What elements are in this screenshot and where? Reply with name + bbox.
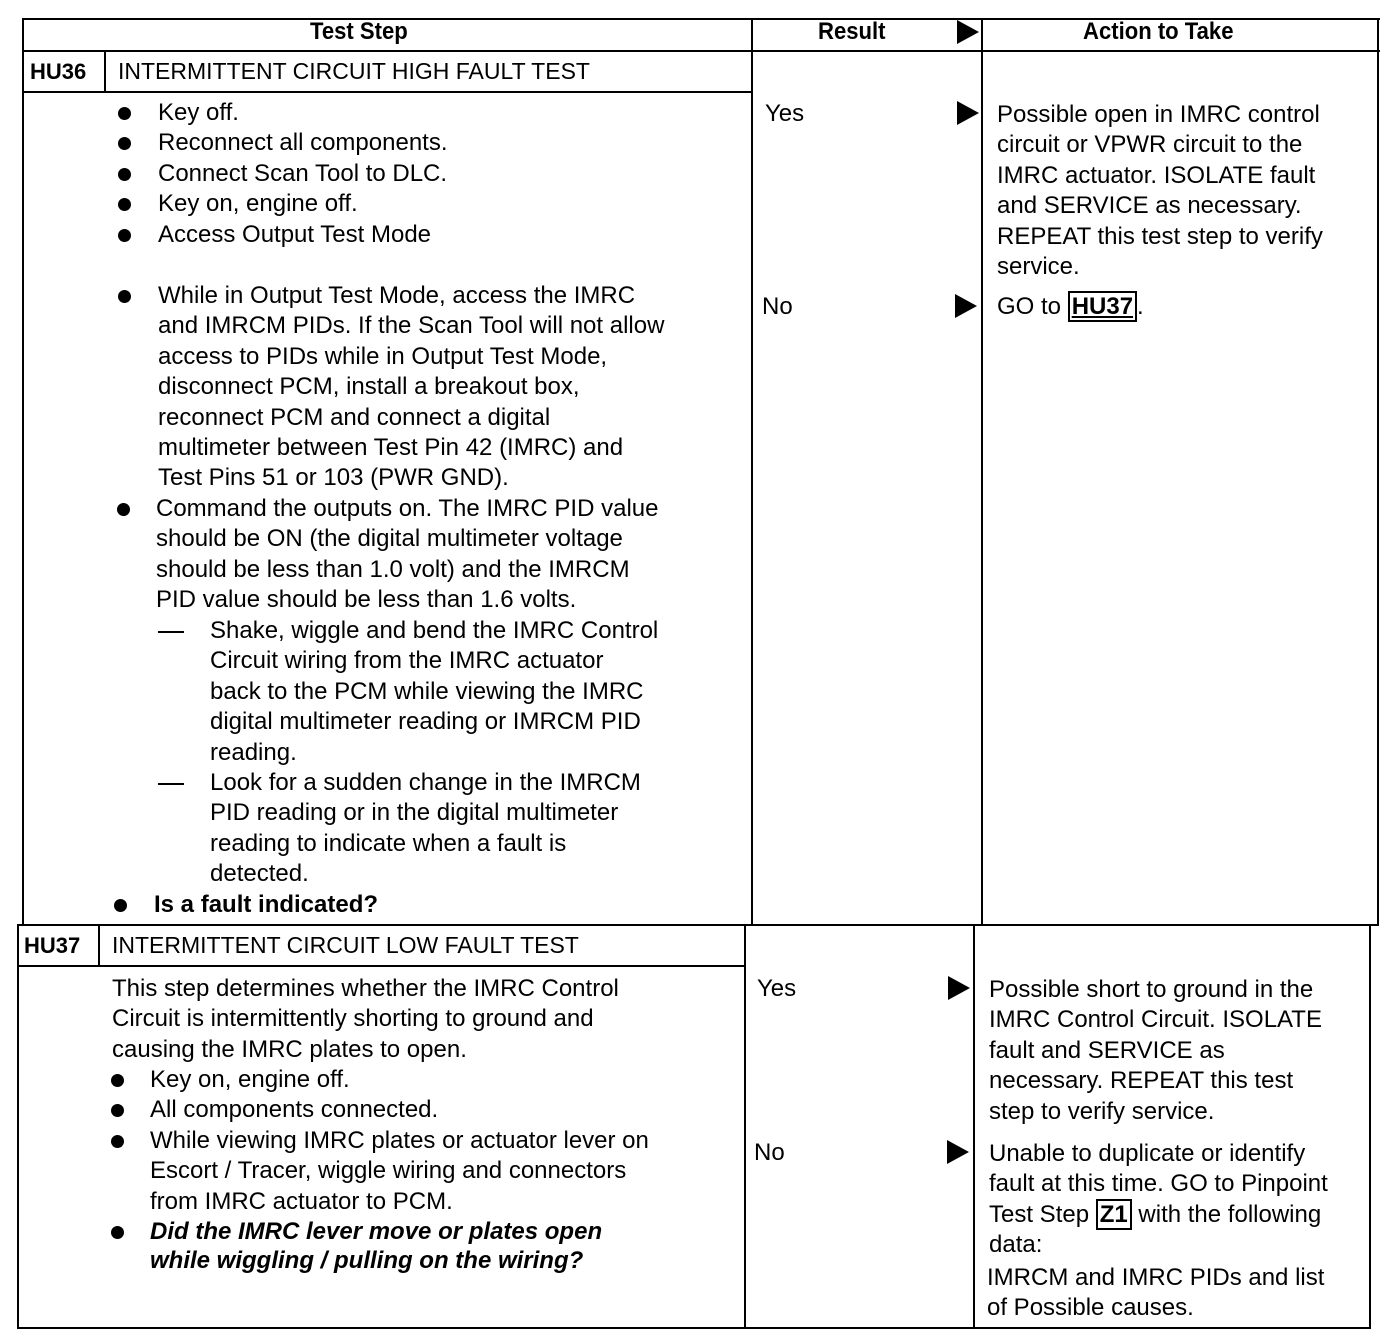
action-no-data: IMRCM and IMRC PIDs and list of Possible causes. (987, 1264, 1325, 1322)
hu37-left-border (17, 924, 19, 1328)
bullet-icon (118, 229, 131, 242)
dash-icon (158, 783, 184, 785)
bullet-icon (118, 168, 131, 181)
dash-icon (158, 631, 184, 633)
step-id: HU37 (24, 933, 81, 958)
bullet-icon (111, 1104, 124, 1117)
action-text: . (1137, 293, 1144, 320)
result-no: No (754, 1139, 785, 1166)
list-item: Connect Scan Tool to DLC. (158, 160, 448, 187)
section-divider (17, 924, 1377, 926)
table-right-border (1377, 18, 1379, 926)
action-text: GO to (997, 293, 1068, 320)
sub-list-item: Shake, wiggle and bend the IMRC Control Circuit wiring from the IMRC actuator back to the PCM while viewing the IMRC digital multimeter reading or IMRCM PID reading. (210, 617, 659, 766)
list-item: Key on, engine off. (158, 190, 358, 217)
header-bottom-border (22, 50, 1380, 52)
col-divider-result (751, 18, 753, 926)
bullet-icon (111, 1135, 124, 1148)
step-title: INTERMITTENT CIRCUIT LOW FAULT TEST (112, 932, 579, 958)
bullet-icon (114, 899, 127, 912)
hu36-id-divider (104, 50, 106, 92)
step-id: HU36 (30, 59, 87, 84)
col-divider-action (981, 18, 983, 926)
list-item: Access Output Test Mode (158, 221, 432, 248)
hu37-col-action (973, 924, 975, 1328)
action-text: Unable to duplicate or identify fault at this time. GO to Pinpoint Test Step (989, 1140, 1328, 1228)
arrow-icon (955, 294, 977, 318)
list-item: Key off. (158, 99, 239, 126)
step-link-z1[interactable]: Z1 (1096, 1199, 1132, 1230)
bullet-icon (111, 1074, 124, 1087)
result-yes: Yes (765, 100, 805, 127)
step-question: Is a fault indicated? (154, 891, 379, 918)
list-item: Command the outputs on. The IMRC PID value should be ON (the digital multimeter voltage should be less than 1.0 volt) and the IMRCM PID value should be less than 1.6 volts. (156, 495, 659, 614)
header-result: Result (818, 18, 886, 45)
bullet-icon (118, 290, 131, 303)
list-item: While in Output Test Mode, access the IMRC and IMRCM PIDs. If the Scan Tool will not allow access to PIDs while in Output Test Mode, disconnect PCM, install a breakout box, reconnect PCM and connect a digital multimeter between Test Pin 42 (IMRC) and Test Pins 51 or 103 (PWR GND). (158, 282, 665, 492)
result-yes: Yes (757, 975, 797, 1002)
arrow-icon (947, 1140, 969, 1164)
step-link-hu37[interactable]: HU37 (1068, 291, 1137, 322)
step-title: INTERMITTENT CIRCUIT HIGH FAULT TEST (118, 58, 590, 84)
hu37-right-border (1369, 924, 1371, 1328)
bullet-icon (118, 198, 131, 211)
table-bottom-border (17, 1327, 1371, 1329)
header-arrow-icon (957, 20, 979, 44)
step-question: Did the IMRC lever move or plates open while wiggling / pulling on the wiring? (150, 1218, 603, 1274)
list-item: Key on, engine off. (150, 1066, 350, 1093)
list-item: All components connected. (150, 1096, 439, 1123)
action-text: with the following data: (989, 1200, 1322, 1259)
hu37-id-divider (98, 924, 100, 966)
bullet-icon (118, 137, 131, 150)
bullet-icon (117, 503, 130, 516)
arrow-icon (957, 101, 979, 125)
list-item: While viewing IMRC plates or actuator lever on Escort / Tracer, wiggle wiring and connectors from IMRC actuator to PCM. (150, 1127, 649, 1215)
step-intro: This step determines whether the IMRC Control Circuit is intermittently shorting to ground and causing the IMRC plates to open. (112, 975, 619, 1063)
header-action: Action to Take (1083, 18, 1234, 45)
hu36-title-bottom (22, 91, 752, 93)
action-no (989, 1139, 1328, 1261)
sub-list-item: Look for a sudden change in the IMRCM PID reading or in the digital multimeter reading to indicate when a fault is detected. (210, 769, 641, 888)
arrow-icon (948, 976, 970, 1000)
list-item: Reconnect all components. (158, 129, 448, 156)
bullet-icon (118, 107, 131, 120)
action-yes: Possible short to ground in the IMRC Control Circuit. ISOLATE fault and SERVICE as necessary. REPEAT this test step to verify service. (989, 976, 1322, 1125)
hu37-col-result (744, 924, 746, 1328)
action-yes: Possible open in IMRC control circuit or VPWR circuit to the IMRC actuator. ISOLATE fault and SERVICE as necessary. REPEAT this test step to verify service. (997, 101, 1323, 281)
action-no (997, 292, 1144, 322)
bullet-icon (111, 1226, 124, 1239)
header-test-step: Test Step (310, 18, 408, 45)
result-no: No (762, 293, 793, 320)
hu37-title-bottom (17, 965, 745, 967)
table-left-border (22, 18, 24, 926)
